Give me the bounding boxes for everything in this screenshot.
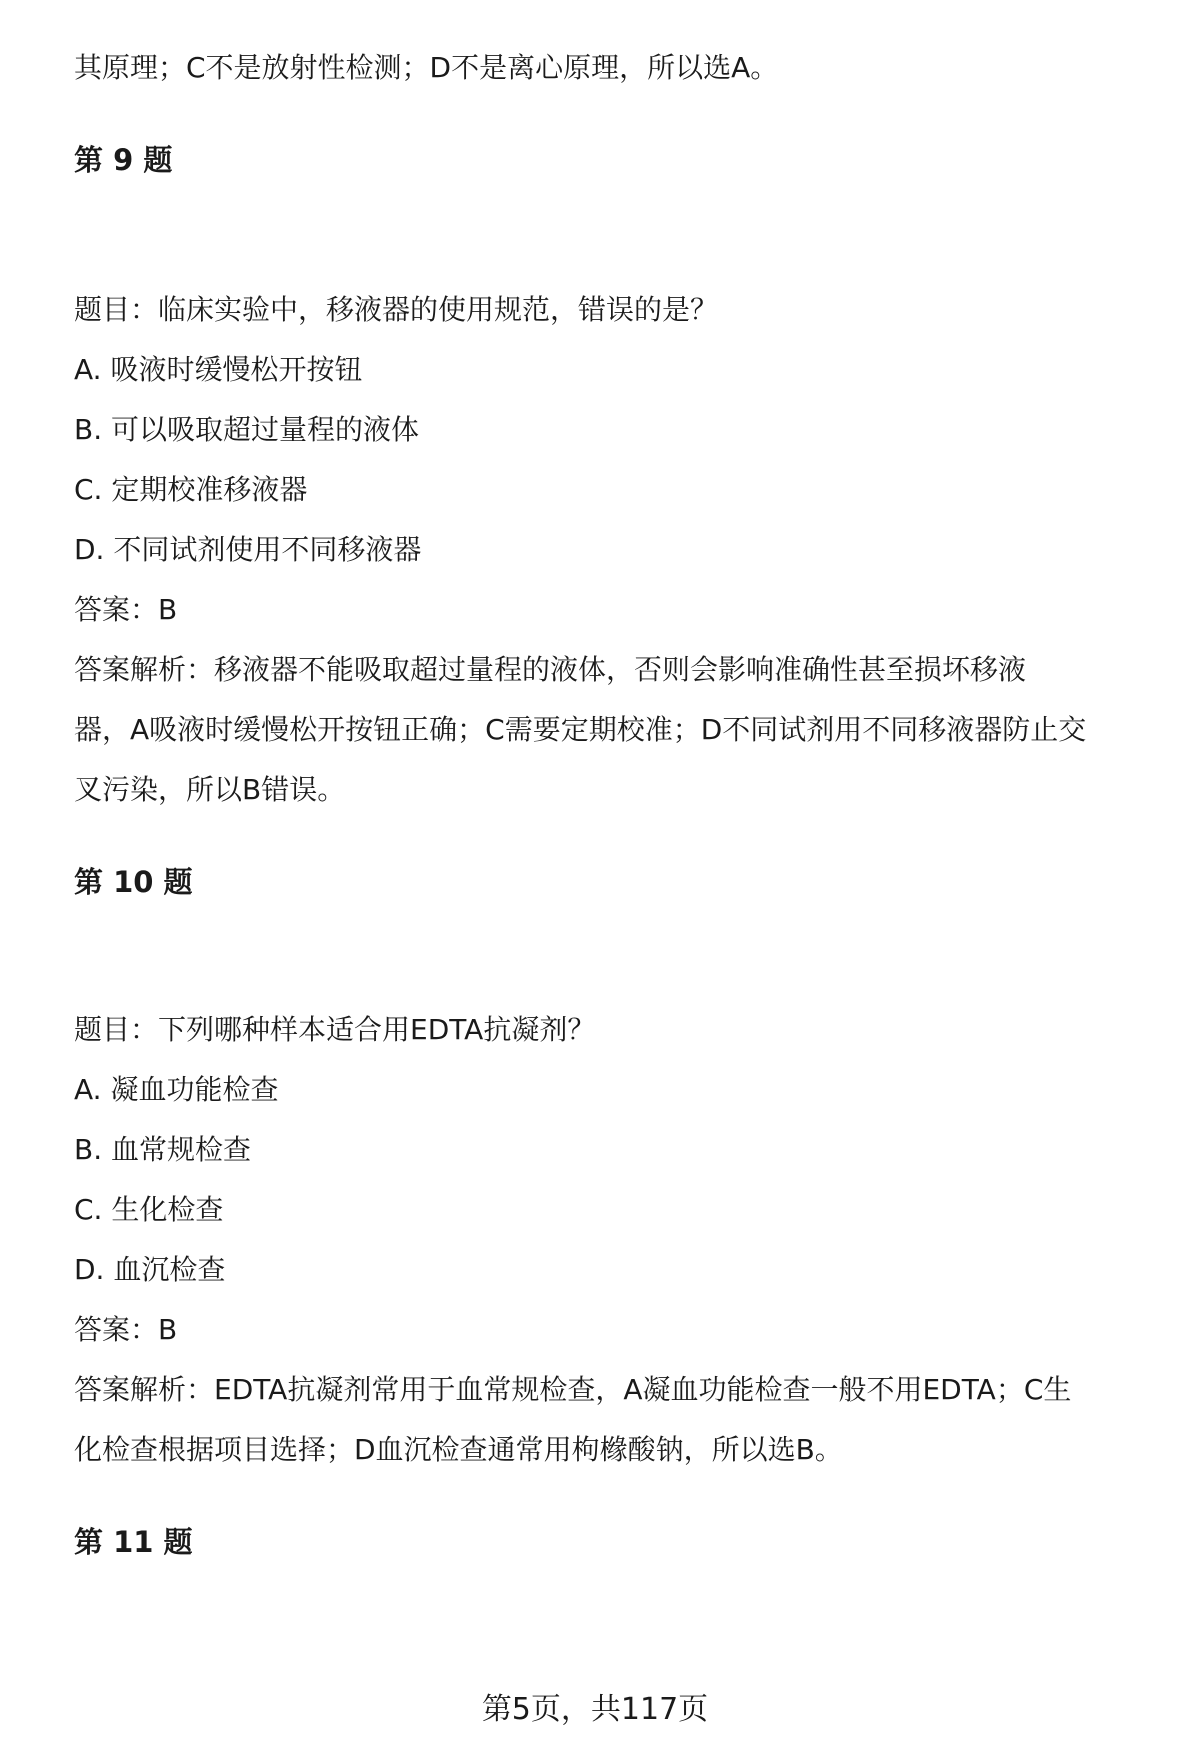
question-9-option-a: A. 吸液时缓慢松开按钮 xyxy=(74,353,363,386)
question-9-option-d: D. 不同试剂使用不同移液器 xyxy=(74,533,422,566)
question-11-heading: 第 11 题 xyxy=(74,1525,193,1559)
question-9-heading: 第 9 题 xyxy=(74,143,173,177)
question-9-text: 题目：临床实验中，移液器的使用规范，错误的是？ xyxy=(74,293,719,326)
question-10-option-c: C. 生化检查 xyxy=(74,1193,224,1226)
question-10-analysis-line: 答案解析：EDTA抗凝剂常用于血常规检查，A凝血功能检查一般不用EDTA；C生 xyxy=(74,1373,1072,1406)
question-9-analysis-line: 器，A吸液时缓慢松开按钮正确；C需要定期校准；D不同试剂用不同移液器防止交 xyxy=(74,713,1087,746)
question-9-analysis-line: 答案解析：移液器不能吸取超过量程的液体，否则会影响准确性甚至损坏移液 xyxy=(74,653,1027,686)
question-10-option-b: B. 血常规检查 xyxy=(74,1133,252,1166)
question-10-answer: 答案：B xyxy=(74,1313,178,1346)
page-indicator: 第5页，共117页 xyxy=(481,1692,709,1727)
question-10-text: 题目：下列哪种样本适合用EDTA抗凝剂？ xyxy=(74,1013,596,1046)
question-10-option-d: D. 血沉检查 xyxy=(74,1253,226,1286)
intro-text-line: 其原理；C不是放射性检测；D不是离心原理，所以选A。 xyxy=(74,51,779,84)
question-9-answer: 答案：B xyxy=(74,593,178,626)
question-10-option-a: A. 凝血功能检查 xyxy=(74,1073,279,1106)
question-9-option-c: C. 定期校准移液器 xyxy=(74,473,308,506)
question-10-analysis-line: 化检查根据项目选择；D血沉检查通常用枸橼酸钠，所以选B。 xyxy=(74,1433,843,1466)
question-10-heading: 第 10 题 xyxy=(74,865,193,899)
question-9-option-b: B. 可以吸取超过量程的液体 xyxy=(74,413,420,446)
question-9-analysis-line: 叉污染，所以B错误。 xyxy=(74,773,346,806)
